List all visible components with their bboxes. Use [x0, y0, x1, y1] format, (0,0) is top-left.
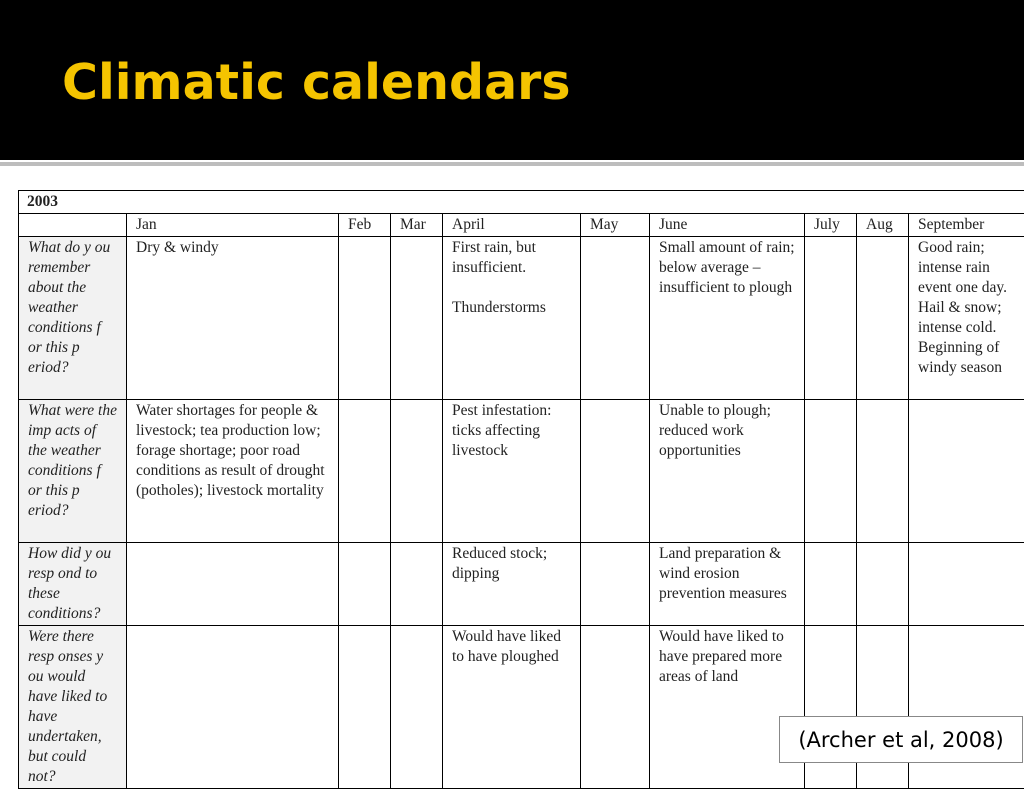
answer-cell-july: [805, 400, 857, 543]
answer-cell-july: [805, 237, 857, 400]
answer-cell-april: Reduced stock; dipping: [443, 543, 581, 626]
answer-cell-september: [909, 400, 1024, 543]
title-bar: [0, 0, 1024, 160]
question-cell: Were there resp onses y ou would have liked to have undertaken, but could not?: [19, 626, 127, 789]
answer-cell-aug: [857, 543, 909, 626]
table-row: [19, 626, 1024, 789]
answer-cell-april: Pest infestation: ticks affecting livestock: [443, 400, 581, 543]
answer-cell-mar: [391, 400, 443, 543]
month-header-row: [19, 214, 1024, 237]
answer-cell-september: Good rain; intense rain event one day. Hail & snow; intense cold. Beginning of windy season: [909, 237, 1024, 400]
answer-cell-aug: [857, 237, 909, 400]
answer-cell-may: [581, 400, 650, 543]
answer-cell-july: [805, 543, 857, 626]
month-header-aug: Aug: [857, 214, 909, 237]
answer-cell-april: Would have liked to have ploughed: [443, 626, 581, 789]
answer-cell-jan: Water shortages for people & livestock; tea production low; forage shortage; poor road conditions as result of drought (potholes); livestock mortality: [127, 400, 339, 543]
month-header-mar: Mar: [391, 214, 443, 237]
answer-cell-april: First rain, but insufficient. Thunderstorms: [443, 237, 581, 400]
table-row: [19, 400, 1024, 543]
table-row: [19, 237, 1024, 400]
answer-cell-september: [909, 543, 1024, 626]
answer-cell-july: [805, 626, 857, 789]
month-header-jan: Jan: [127, 214, 339, 237]
answer-cell-september: [909, 626, 1024, 789]
month-header-may: May: [581, 214, 650, 237]
answer-cell-jan: [127, 543, 339, 626]
month-header-april: April: [443, 214, 581, 237]
citation-box: (Archer et al, 2008): [779, 716, 1023, 763]
header-corner: [19, 214, 127, 237]
climatic-calendar-table: [18, 190, 1024, 789]
answer-cell-may: [581, 237, 650, 400]
answer-cell-aug: [857, 626, 909, 789]
slide-title: Climatic calendars: [62, 54, 571, 111]
answer-cell-may: [581, 626, 650, 789]
answer-cell-jan: Dry & windy: [127, 237, 339, 400]
answer-cell-june: Land preparation & wind erosion prevention measures: [650, 543, 805, 626]
answer-cell-june: Would have liked to have prepared more areas of land: [650, 626, 805, 789]
answer-cell-aug: [857, 400, 909, 543]
answer-cell-feb: [339, 543, 391, 626]
month-header-june: June: [650, 214, 805, 237]
answer-cell-jan: [127, 626, 339, 789]
table-row: [19, 543, 1024, 626]
answer-cell-mar: [391, 237, 443, 400]
answer-cell-feb: [339, 626, 391, 789]
answer-cell-feb: [339, 400, 391, 543]
answer-cell-feb: [339, 237, 391, 400]
month-header-september: September: [909, 214, 1024, 237]
question-cell: What do y ou remember about the weather conditions f or this p eriod?: [19, 237, 127, 400]
answer-cell-mar: [391, 626, 443, 789]
answer-cell-mar: [391, 543, 443, 626]
year-cell: 2003: [19, 191, 1024, 214]
question-cell: What were the imp acts of the weather conditions f or this p eriod?: [19, 400, 127, 543]
question-cell: How did y ou resp ond to these conditions?: [19, 543, 127, 626]
month-header-july: July: [805, 214, 857, 237]
month-header-feb: Feb: [339, 214, 391, 237]
answer-cell-june: Small amount of rain; below average – insufficient to plough: [650, 237, 805, 400]
answer-cell-may: [581, 543, 650, 626]
answer-cell-june: Unable to plough; reduced work opportunities: [650, 400, 805, 543]
divider: [0, 162, 1024, 166]
